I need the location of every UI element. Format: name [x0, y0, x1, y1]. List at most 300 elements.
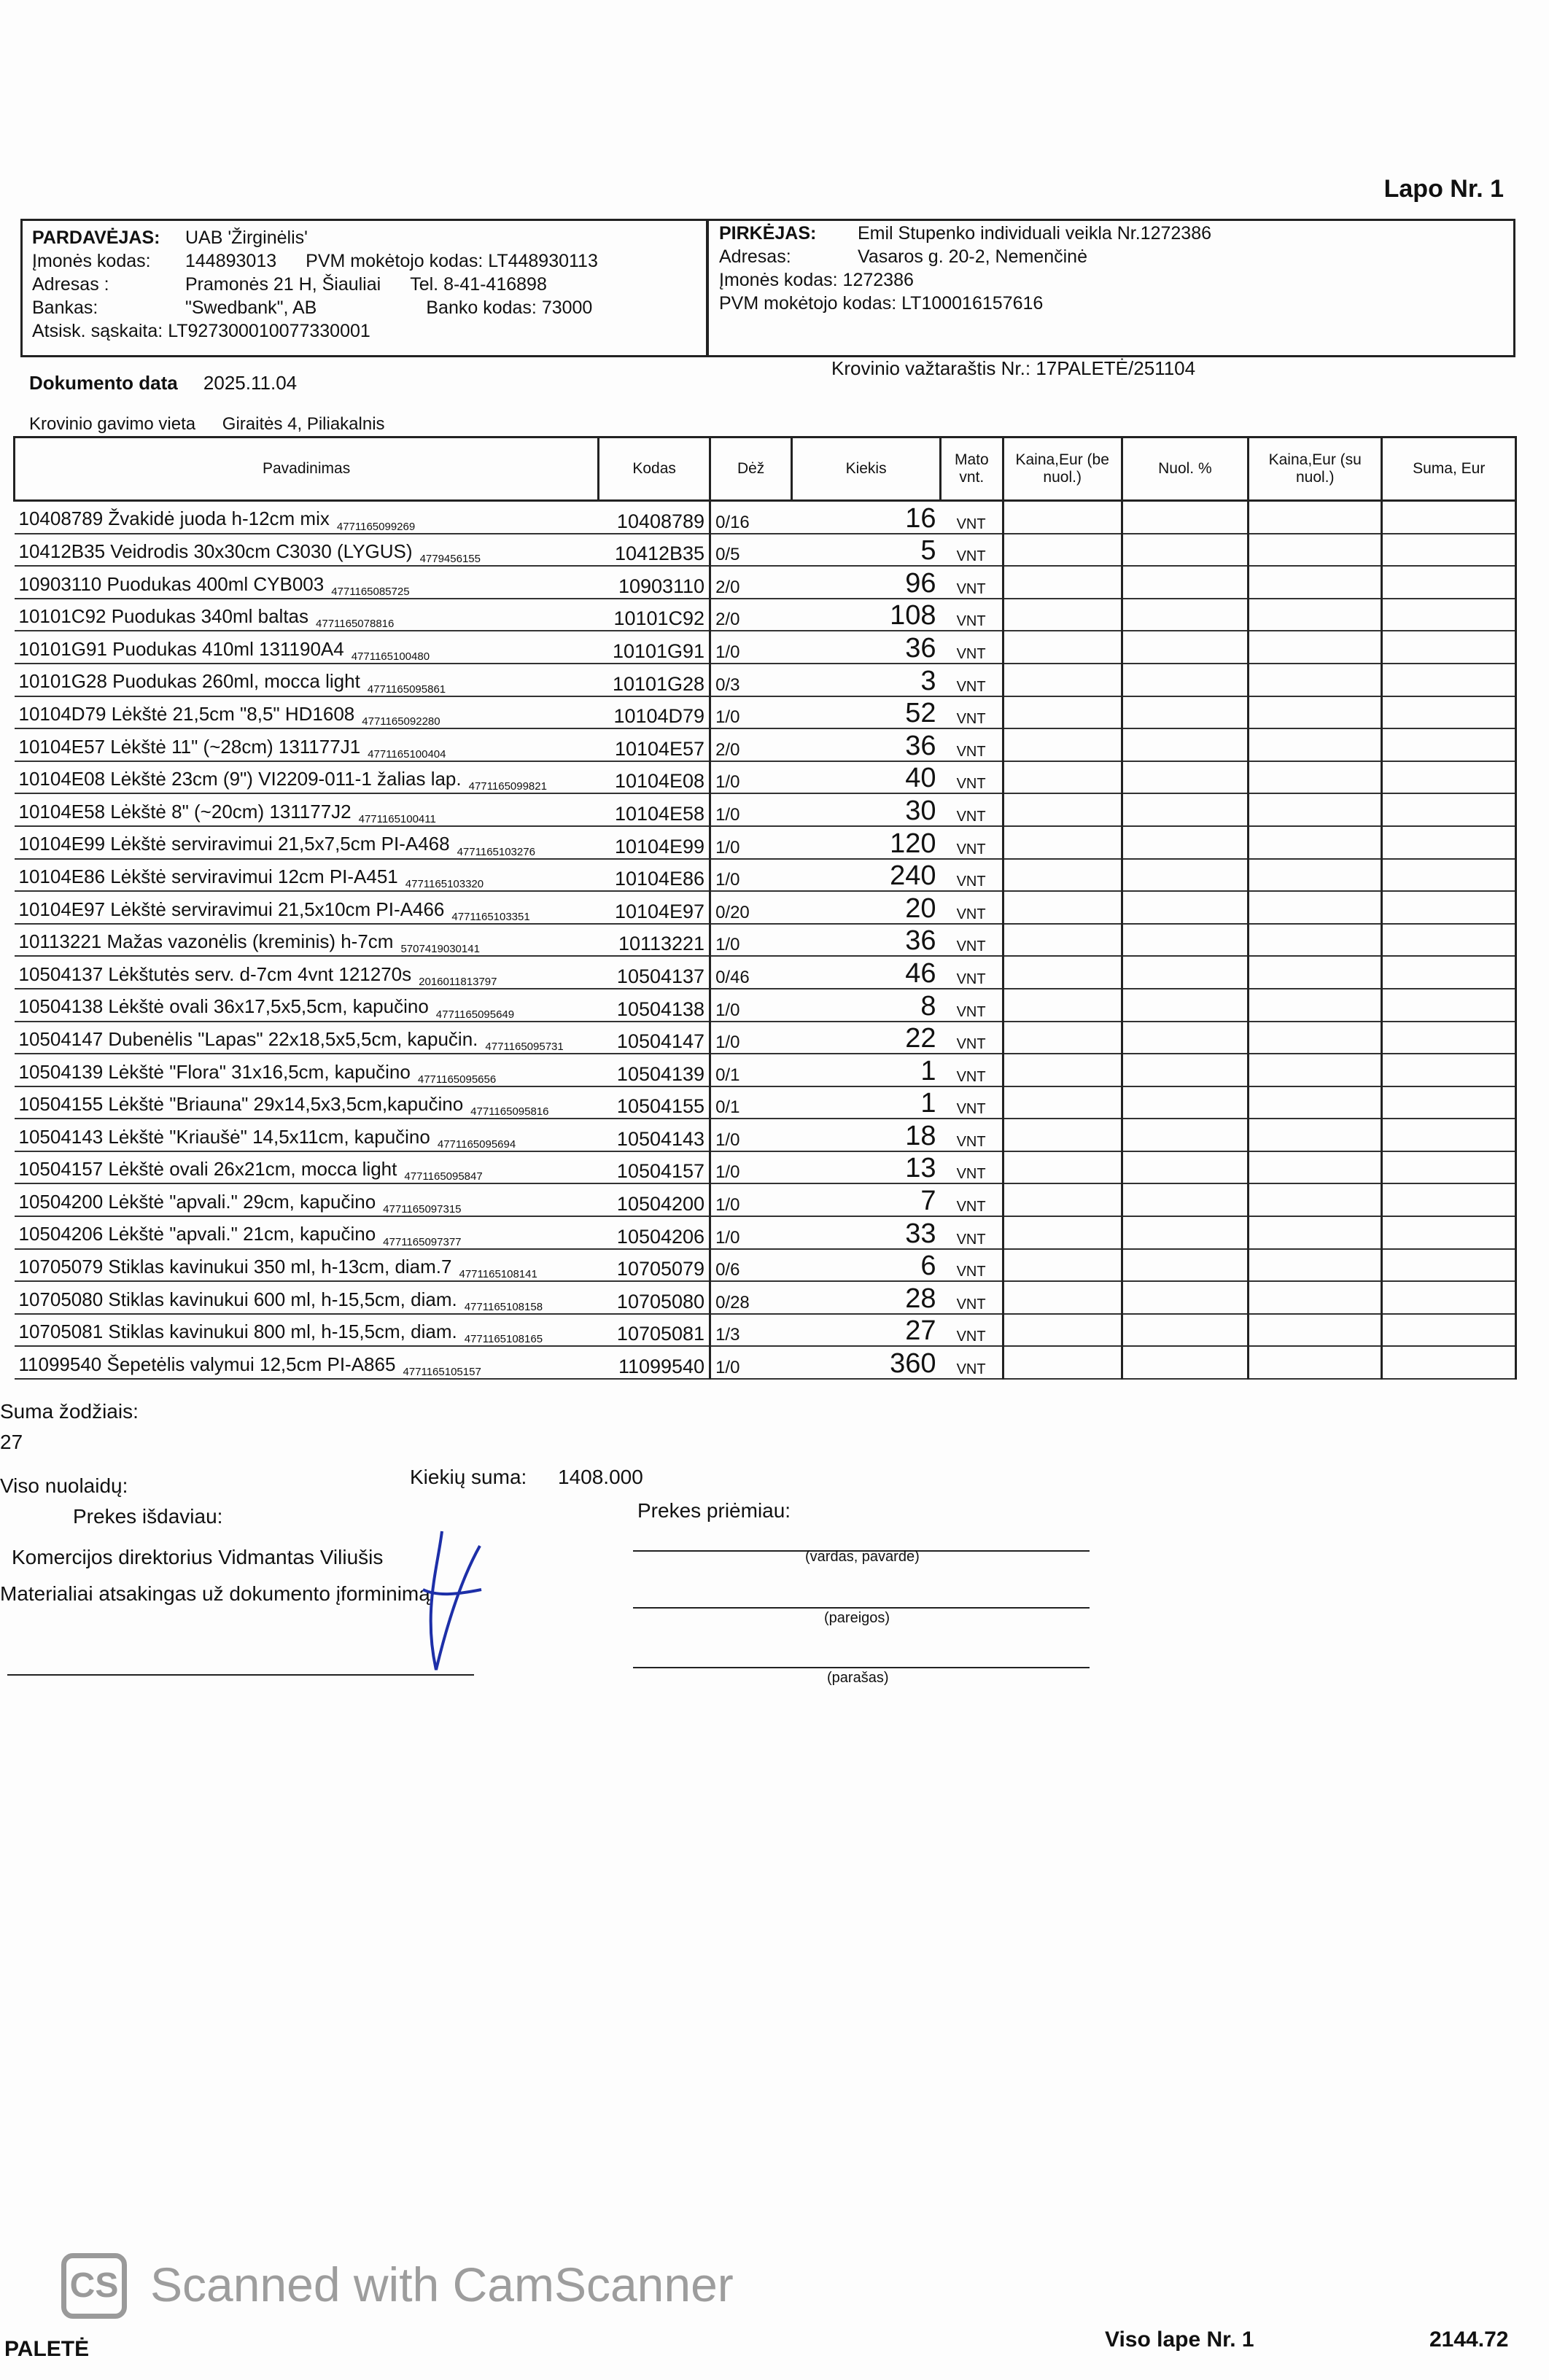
item-barcode: 4771165100404	[368, 747, 446, 761]
header-unit: Mato vnt.	[941, 438, 1003, 501]
item-pallet: 1/0	[710, 1022, 792, 1054]
table-row	[15, 566, 1516, 599]
item-name-text: 10705079 Stiklas kavinukui 350 ml, h-13cm, diam.7	[18, 1256, 452, 1278]
item-name	[15, 1216, 599, 1249]
item-name-text: 10104E97 Lėkštė serviravimui 21,5x10cm PI-A466	[18, 898, 445, 920]
item-unit: VNT	[941, 664, 1003, 696]
item-price-no-discount	[1003, 696, 1122, 729]
item-name-text: 10113221 Mažas vazonėlis (kreminis) h-7cm	[18, 930, 394, 953]
item-qty: 120	[792, 826, 941, 859]
item-code: 10101C92	[599, 599, 710, 631]
item-price-no-discount	[1003, 1022, 1122, 1054]
item-discount	[1122, 501, 1248, 534]
item-code: 10104E99	[599, 826, 710, 859]
item-sum	[1382, 501, 1516, 534]
item-price-discount	[1249, 1086, 1382, 1119]
item-barcode: 4771165078816	[316, 618, 395, 631]
item-sum	[1382, 631, 1516, 664]
item-sum	[1382, 989, 1516, 1022]
item-price-no-discount	[1003, 1054, 1122, 1086]
table-row	[15, 1249, 1516, 1282]
item-qty: 52	[792, 696, 941, 729]
item-code: 10104E57	[599, 728, 710, 761]
item-unit: VNT	[941, 1346, 1003, 1379]
item-discount	[1122, 728, 1248, 761]
table-row	[15, 1281, 1516, 1314]
pickup-value: Giraitės 4, Piliakalnis	[222, 414, 385, 434]
header-price-no-discount: Kaina,Eur (be nuol.)	[1003, 438, 1122, 501]
item-code: 10504200	[599, 1183, 710, 1216]
table-row	[15, 1119, 1516, 1151]
item-code: 10412B35	[599, 534, 710, 567]
buyer-vat-label: PVM mokėtojo kodas:	[719, 293, 897, 314]
item-name-text: 10504137 Lėkštutės serv. d-7cm 4vnt 121270s	[18, 962, 412, 985]
issuer-name: Komercijos direktorius Vidmantas Viliušis	[12, 1546, 384, 1568]
item-unit: VNT	[941, 1281, 1003, 1314]
item-price-no-discount	[1003, 956, 1122, 989]
buyer-block	[719, 222, 1507, 315]
item-name	[15, 1086, 599, 1119]
item-price-discount	[1249, 924, 1382, 957]
item-price-discount	[1249, 1346, 1382, 1379]
seller-phone: 8-41-416898	[443, 274, 547, 295]
item-unit: VNT	[941, 1054, 1003, 1086]
item-barcode: 4771165103351	[451, 910, 530, 923]
header-name: Pavadinimas	[15, 438, 599, 501]
item-qty: 33	[792, 1216, 941, 1249]
item-qty: 96	[792, 566, 941, 599]
item-pallet: 0/28	[710, 1281, 792, 1314]
item-sum	[1382, 566, 1516, 599]
item-pallet: 1/0	[710, 696, 792, 729]
item-name-text: 10104E08 Lėkštė 23cm (9") VI2209-011-1 žalias lap.	[18, 768, 462, 790]
item-discount	[1122, 859, 1248, 892]
seller-address-label: Adresas :	[32, 274, 109, 295]
item-unit: VNT	[941, 989, 1003, 1022]
item-price-no-discount	[1003, 859, 1122, 892]
document-date-label: Dokumento data	[29, 372, 178, 394]
item-discount	[1122, 1119, 1248, 1151]
item-name	[15, 956, 599, 989]
table-row	[15, 826, 1516, 859]
item-barcode: 4779456155	[419, 553, 481, 566]
item-price-no-discount	[1003, 1216, 1122, 1249]
item-name	[15, 1151, 599, 1184]
buyer-code-label: Įmonės kodas:	[719, 270, 838, 290]
waybill-label: Krovinio važtaraštis Nr.:	[831, 357, 1031, 379]
item-qty: 36	[792, 728, 941, 761]
buyer-address: Vasaros g. 20-2, Nemenčinė	[858, 246, 1087, 267]
item-price-discount	[1249, 534, 1382, 567]
item-qty: 27	[792, 1314, 941, 1347]
item-name-text: 10504206 Lėkštė "apvali." 21cm, kapučino	[18, 1223, 376, 1245]
item-barcode: 4771165095656	[417, 1073, 497, 1086]
item-discount	[1122, 1281, 1248, 1314]
item-price-discount	[1249, 1314, 1382, 1347]
item-name	[15, 1281, 599, 1314]
item-barcode: 4771165099821	[468, 780, 547, 793]
item-qty: 6	[792, 1249, 941, 1282]
item-pallet: 1/0	[710, 1346, 792, 1379]
item-code: 11099540	[599, 1346, 710, 1379]
table-row	[15, 631, 1516, 664]
item-price-discount	[1249, 1183, 1382, 1216]
item-qty: 40	[792, 761, 941, 794]
item-price-no-discount	[1003, 1346, 1122, 1379]
item-name-text: 10504138 Lėkštė ovali 36x17,5x5,5cm, kapučino	[18, 995, 429, 1018]
item-barcode: 4771165095816	[470, 1105, 549, 1119]
item-price-no-discount	[1003, 1249, 1122, 1282]
item-discount	[1122, 696, 1248, 729]
pickup-label: Krovinio gavimo vieta	[29, 414, 196, 434]
item-qty: 1	[792, 1054, 941, 1086]
item-name	[15, 1346, 599, 1379]
item-discount	[1122, 793, 1248, 826]
item-discount	[1122, 924, 1248, 957]
item-price-discount	[1249, 1216, 1382, 1249]
item-code: 10504138	[599, 989, 710, 1022]
table-header-row	[15, 438, 1516, 501]
item-name	[15, 664, 599, 696]
item-barcode: 4771165100480	[351, 650, 430, 663]
item-name-text: 10101C92 Puodukas 340ml baltas	[18, 605, 309, 628]
item-barcode: 4771165097315	[383, 1203, 462, 1216]
buyer-vat: LT100016157616	[901, 293, 1044, 314]
item-unit: VNT	[941, 728, 1003, 761]
item-price-no-discount	[1003, 924, 1122, 957]
item-sum	[1382, 599, 1516, 631]
buyer-name: Emil Stupenko individuali veikla Nr.1272386	[858, 223, 1212, 244]
header-sum: Suma, Eur	[1382, 438, 1516, 501]
table-row	[15, 1346, 1516, 1379]
item-name	[15, 761, 599, 794]
table-row	[15, 501, 1516, 534]
item-name-text: 11099540 Šepetėlis valymui 12,5cm PI-A865	[18, 1353, 396, 1375]
item-sum	[1382, 1183, 1516, 1216]
item-discount	[1122, 1022, 1248, 1054]
item-barcode: 2016011813797	[419, 975, 497, 988]
table-row	[15, 956, 1516, 989]
item-discount	[1122, 664, 1248, 696]
item-sum	[1382, 859, 1516, 892]
item-pallet: 2/0	[710, 599, 792, 631]
item-unit: VNT	[941, 1151, 1003, 1184]
item-discount	[1122, 599, 1248, 631]
camscanner-watermark: Scanned with CamScanner	[150, 2258, 734, 2311]
item-price-discount	[1249, 1054, 1382, 1086]
item-qty: 30	[792, 793, 941, 826]
camscanner-logo: CS	[61, 2253, 127, 2319]
item-qty: 36	[792, 631, 941, 664]
item-unit: VNT	[941, 599, 1003, 631]
seller-bank-label: Bankas:	[32, 298, 98, 318]
table-row	[15, 696, 1516, 729]
item-code: 10104E58	[599, 793, 710, 826]
item-qty: 28	[792, 1281, 941, 1314]
item-qty: 360	[792, 1346, 941, 1379]
item-price-discount	[1249, 501, 1382, 534]
table-row	[15, 599, 1516, 631]
item-code: 10101G28	[599, 664, 710, 696]
item-name	[15, 1022, 599, 1054]
item-qty: 20	[792, 891, 941, 924]
item-name	[15, 1119, 599, 1151]
header-qty: Kiekis	[792, 438, 941, 501]
header-pallet: Dėž	[710, 438, 792, 501]
table-row	[15, 1314, 1516, 1347]
seller-bank: "Swedbank", AB	[185, 298, 317, 318]
item-qty: 13	[792, 1151, 941, 1184]
item-pallet: 2/0	[710, 566, 792, 599]
item-barcode: 4771165103320	[405, 878, 484, 891]
item-price-discount	[1249, 664, 1382, 696]
item-pallet: 1/0	[710, 761, 792, 794]
item-code: 10705079	[599, 1249, 710, 1282]
item-price-no-discount	[1003, 1151, 1122, 1184]
goods-received-label: Prekes priėmiau:	[637, 1499, 791, 1522]
item-unit: VNT	[941, 1119, 1003, 1151]
item-unit: VNT	[941, 501, 1003, 534]
item-barcode: 5707419030141	[400, 943, 480, 956]
item-discount	[1122, 989, 1248, 1022]
item-qty: 22	[792, 1022, 941, 1054]
item-barcode: 4771165099269	[336, 520, 416, 533]
item-code: 10113221	[599, 924, 710, 957]
item-qty: 18	[792, 1119, 941, 1151]
page-number: Lapo Nr. 1	[1383, 175, 1504, 203]
item-name	[15, 891, 599, 924]
item-code: 10705080	[599, 1281, 710, 1314]
item-name-text: 10504139 Lėkštė "Flora" 31x16,5cm, kapučino	[18, 1060, 411, 1083]
item-code: 10504139	[599, 1054, 710, 1086]
item-unit: VNT	[941, 1022, 1003, 1054]
item-name-text: 10705081 Stiklas kavinukui 800 ml, h-15,5cm, diam.	[18, 1321, 457, 1343]
item-sum	[1382, 956, 1516, 989]
item-barcode: 4771165097377	[383, 1235, 462, 1248]
item-qty: 8	[792, 989, 941, 1022]
item-pallet: 1/0	[710, 793, 792, 826]
table-row	[15, 761, 1516, 794]
sum-words-label: Suma žodžiais:	[0, 1400, 139, 1423]
item-sum	[1382, 534, 1516, 567]
item-barcode: 4771165105157	[403, 1366, 481, 1379]
item-barcode: 4771165095694	[437, 1138, 516, 1151]
item-discount	[1122, 631, 1248, 664]
item-qty: 1	[792, 1086, 941, 1119]
item-code: 10408789	[599, 501, 710, 534]
item-unit: VNT	[941, 566, 1003, 599]
item-price-no-discount	[1003, 793, 1122, 826]
pickup-location	[29, 414, 385, 435]
handwritten-signature	[408, 1524, 496, 1692]
item-sum	[1382, 664, 1516, 696]
item-unit: VNT	[941, 761, 1003, 794]
item-price-discount	[1249, 826, 1382, 859]
item-name-text: 10504200 Lėkštė "apvali." 29cm, kapučino	[18, 1190, 376, 1213]
item-discount	[1122, 1151, 1248, 1184]
item-pallet: 1/0	[710, 631, 792, 664]
item-pallet: 2/0	[710, 728, 792, 761]
buyer-label: PIRKĖJAS:	[719, 223, 817, 244]
table-row	[15, 989, 1516, 1022]
item-code: 10104E86	[599, 859, 710, 892]
item-unit: VNT	[941, 1249, 1003, 1282]
item-discount	[1122, 956, 1248, 989]
item-price-discount	[1249, 956, 1382, 989]
item-sum	[1382, 761, 1516, 794]
item-barcode: 4771165095731	[485, 1041, 564, 1054]
item-name-text: 10104E57 Lėkštė 11" (~28cm) 131177J1	[18, 735, 361, 758]
items-body	[15, 501, 1516, 1380]
item-discount	[1122, 891, 1248, 924]
item-name	[15, 1183, 599, 1216]
item-unit: VNT	[941, 891, 1003, 924]
item-name	[15, 566, 599, 599]
item-name-text: 10504143 Lėkštė "Kriaušė" 14,5x11cm, kapučino	[18, 1125, 430, 1148]
item-unit: VNT	[941, 631, 1003, 664]
item-discount	[1122, 1216, 1248, 1249]
item-unit: VNT	[941, 534, 1003, 567]
item-pallet: 1/0	[710, 1151, 792, 1184]
item-price-discount	[1249, 793, 1382, 826]
item-sum	[1382, 924, 1516, 957]
item-code: 10504157	[599, 1151, 710, 1184]
item-discount	[1122, 1249, 1248, 1282]
item-name	[15, 501, 599, 534]
item-barcode: 4771165108165	[464, 1333, 543, 1346]
item-unit: VNT	[941, 1183, 1003, 1216]
issuer-signature-line	[7, 1674, 474, 1676]
table-row	[15, 891, 1516, 924]
item-sum	[1382, 1119, 1516, 1151]
item-unit: VNT	[941, 1314, 1003, 1347]
item-name-text: 10104D79 Lėkštė 21,5cm "8,5" HD1608	[18, 702, 355, 725]
item-discount	[1122, 1183, 1248, 1216]
item-pallet: 0/5	[710, 534, 792, 567]
position-signature-line	[633, 1607, 1090, 1609]
item-name	[15, 1054, 599, 1086]
item-qty: 108	[792, 599, 941, 631]
item-sum	[1382, 1151, 1516, 1184]
item-qty: 16	[792, 501, 941, 534]
item-price-discount	[1249, 891, 1382, 924]
item-price-discount	[1249, 599, 1382, 631]
item-barcode: 4771165103276	[457, 845, 535, 858]
item-name	[15, 1314, 599, 1347]
item-price-no-discount	[1003, 501, 1122, 534]
signature-line	[633, 1667, 1090, 1668]
seller-name: UAB 'Žirginėlis'	[185, 228, 308, 248]
item-pallet: 0/6	[710, 1249, 792, 1282]
item-discount	[1122, 1054, 1248, 1086]
item-code: 10104D79	[599, 696, 710, 729]
item-price-discount	[1249, 1119, 1382, 1151]
seller-label: PARDAVĖJAS:	[32, 228, 160, 248]
table-row	[15, 1086, 1516, 1119]
seller-bank-code-label: Banko kodas:	[426, 298, 537, 318]
item-name	[15, 989, 599, 1022]
waybill-number: 17PALETĖ/251104	[1036, 357, 1196, 379]
item-price-no-discount	[1003, 891, 1122, 924]
item-code: 10504143	[599, 1119, 710, 1151]
page-total-label: Viso lape Nr. 1	[1105, 2328, 1254, 2352]
qty-sum-value: 1408.000	[558, 1466, 643, 1488]
position-caption: (pareigos)	[824, 1610, 890, 1626]
item-price-discount	[1249, 761, 1382, 794]
item-price-discount	[1249, 566, 1382, 599]
item-sum	[1382, 1022, 1516, 1054]
table-row	[15, 1216, 1516, 1249]
goods-issued-label: Prekes išdaviau:	[73, 1505, 223, 1528]
seller-code: 144893013	[185, 251, 277, 271]
item-barcode: 4771165095847	[404, 1170, 483, 1183]
item-sum	[1382, 728, 1516, 761]
seller-address: Pramonės 21 H, Šiauliai	[185, 274, 381, 295]
item-name	[15, 631, 599, 664]
item-name-text: 10504155 Lėkštė "Briauna" 29x14,5x3,5cm,kapučino	[18, 1093, 464, 1116]
item-sum	[1382, 696, 1516, 729]
item-discount	[1122, 1086, 1248, 1119]
seller-block	[32, 226, 699, 343]
item-pallet: 1/0	[710, 989, 792, 1022]
seller-phone-label: Tel.	[410, 274, 439, 295]
seller-code-label: Įmonės kodas:	[32, 251, 151, 271]
seller-bank-code: 73000	[541, 298, 593, 318]
item-name	[15, 599, 599, 631]
document-date	[29, 372, 297, 394]
signature-caption: (parašas)	[827, 1670, 889, 1686]
item-price-discount	[1249, 728, 1382, 761]
item-pallet: 1/0	[710, 1119, 792, 1151]
item-sum	[1382, 1249, 1516, 1282]
item-pallet: 0/16	[710, 501, 792, 534]
item-code: 10104E97	[599, 891, 710, 924]
item-discount	[1122, 1346, 1248, 1379]
item-unit: VNT	[941, 956, 1003, 989]
item-price-no-discount	[1003, 826, 1122, 859]
item-sum	[1382, 1216, 1516, 1249]
parties-divider	[706, 219, 709, 357]
item-sum	[1382, 1314, 1516, 1347]
seller-account-label: Atsisk. sąskaita:	[32, 321, 163, 341]
table-row	[15, 859, 1516, 892]
item-name-text: 10504157 Lėkštė ovali 26x21cm, mocca light	[18, 1158, 397, 1181]
item-price-no-discount	[1003, 599, 1122, 631]
item-name-text: 10104E86 Lėkštė serviravimui 12cm PI-A451	[18, 865, 398, 887]
item-price-no-discount	[1003, 1119, 1122, 1151]
item-unit: VNT	[941, 1216, 1003, 1249]
item-barcode: 4771165085725	[331, 585, 410, 598]
page-total-value: 2144.72	[1429, 2328, 1509, 2352]
item-unit: VNT	[941, 696, 1003, 729]
item-price-no-discount	[1003, 989, 1122, 1022]
item-name-text: 10104E58 Lėkštė 8" (~20cm) 131177J2	[18, 800, 352, 822]
item-unit: VNT	[941, 924, 1003, 957]
item-name	[15, 859, 599, 892]
item-pallet: 0/20	[710, 891, 792, 924]
item-price-discount	[1249, 989, 1382, 1022]
table-row	[15, 793, 1516, 826]
item-price-no-discount	[1003, 1281, 1122, 1314]
item-barcode: 4771165108158	[464, 1300, 543, 1313]
item-pallet: 0/46	[710, 956, 792, 989]
item-sum	[1382, 1086, 1516, 1119]
seller-vat-label: PVM mokėtojo kodas:	[306, 251, 484, 271]
item-name-text: 10705080 Stiklas kavinukui 600 ml, h-15,5cm, diam.	[18, 1288, 457, 1310]
table-row	[15, 728, 1516, 761]
item-discount	[1122, 566, 1248, 599]
item-code: 10104E08	[599, 761, 710, 794]
